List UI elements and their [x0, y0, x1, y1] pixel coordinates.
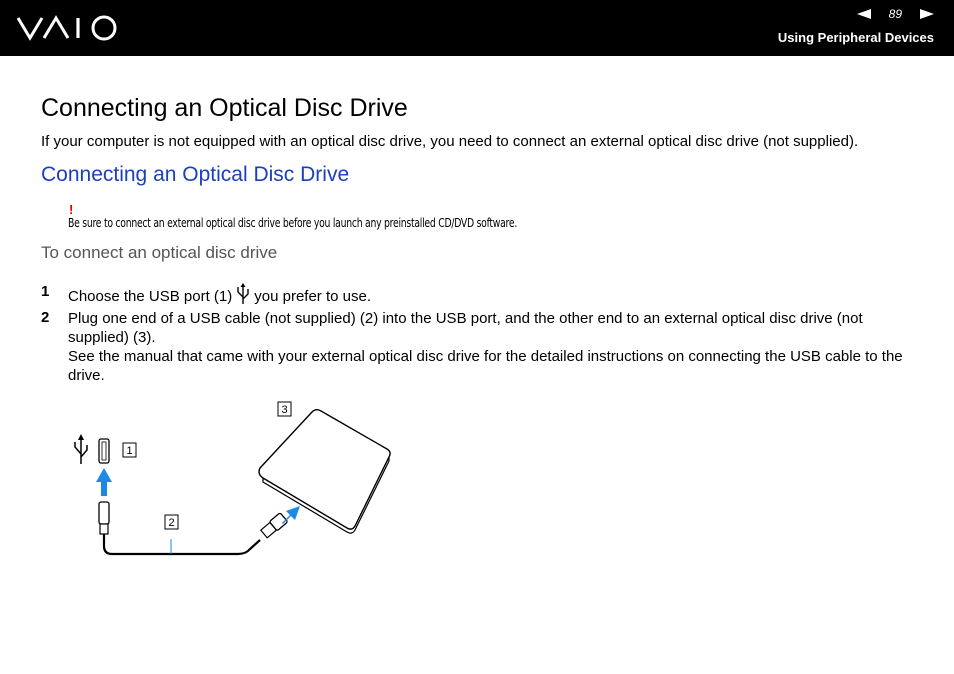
- callout-2: 2: [168, 517, 175, 529]
- step-number: 1: [41, 283, 50, 300]
- section-subtitle: Connecting an Optical Disc Drive: [41, 163, 350, 186]
- usb-icon: [236, 283, 250, 305]
- callout-1: 1: [126, 445, 133, 457]
- usb-icon: [75, 434, 87, 464]
- step-1-text: [68, 283, 918, 306]
- previous-page-icon[interactable]: [857, 9, 871, 19]
- page-number: 89: [888, 7, 902, 21]
- insert-arrow-icon: [96, 468, 112, 496]
- next-page-icon[interactable]: [920, 9, 934, 19]
- page-header: [0, 0, 954, 56]
- usb-plug: [99, 502, 109, 524]
- page-navigation: [857, 7, 934, 21]
- caution-text: Be sure to connect an external optical disc drive before you launch any preinstalled CD/DVD software.: [68, 216, 518, 230]
- caution-icon: !: [69, 202, 74, 217]
- step-number: 2: [41, 309, 50, 326]
- step-2-line: See the manual that came with your external optical disc drive for the detailed instructions on connecting the USB cable to the drive.: [68, 348, 903, 384]
- step-2-line: Plug one end of a USB cable (not supplied) (2) into the USB port, and the other end to an external optical disc drive (not supplied) (3).: [68, 310, 863, 346]
- page-title: Connecting an Optical Disc Drive: [41, 94, 408, 122]
- callout-3: 3: [281, 404, 288, 416]
- step-2-text: [68, 309, 918, 385]
- procedure-title: To connect an optical disc drive: [41, 243, 278, 262]
- usb-cable: [104, 534, 260, 554]
- usb-connection-illustration: [60, 394, 410, 564]
- section-title: Using Peripheral Devices: [777, 30, 934, 45]
- usb-plug-drive-end: [260, 513, 288, 539]
- step-1-text-after: you prefer to use.: [254, 288, 371, 305]
- connect-arrow-icon: [282, 506, 300, 524]
- intro-text: If your computer is not equipped with an optical disc drive, you need to connect an external optical disc drive (not supplied).: [41, 133, 859, 150]
- vaio-logo: [16, 14, 122, 42]
- step-1-text-before: Choose the USB port (1): [68, 288, 233, 305]
